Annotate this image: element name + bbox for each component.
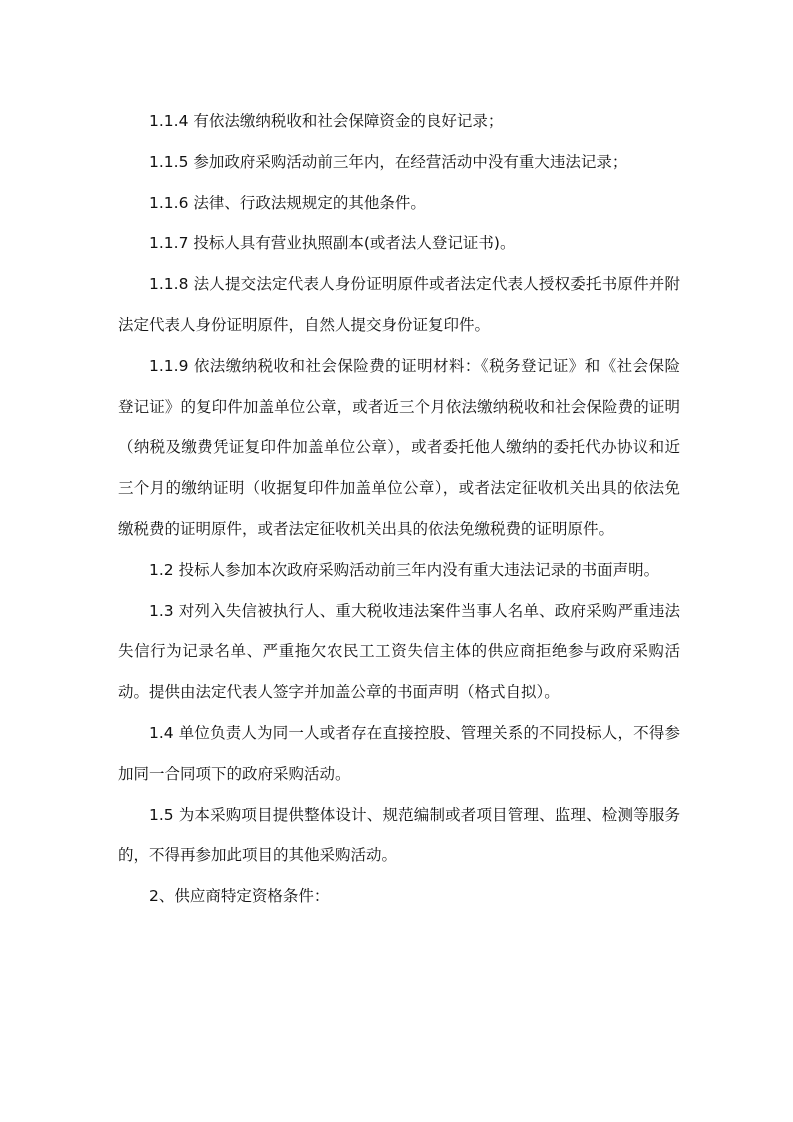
paragraph-2-heading: 2、供应商特定资格条件： (149, 887, 330, 906)
paragraph-1-4: 1.4 单位负责人为同一人或者存在直接控股、管理关系的不同投标人，不得参加同一合同项下的政府采购活动。 (118, 723, 680, 783)
paragraph-1-1-7: 1.1.7 投标人具有营业执照副本(或者法人登记证书)。 (149, 234, 516, 253)
paragraph-1-5: 1.5 为本采购项目提供整体设计、规范编制或者项目管理、监理、检测等服务的，不得再参加此项目的其他采购活动。 (118, 805, 680, 865)
paragraph-1-1-5: 1.1.5 参加政府采购活动前三年内，在经营活动中没有重大违法记录； (149, 152, 628, 171)
document-body (118, 101, 680, 917)
paragraph-1-3: 1.3 对列入失信被执行人、重大税收违法案件当事人名单、政府采购严重违法失信行为记录名单、严重拖欠农民工工资失信主体的供应商拒绝参与政府采购活动。提供由法定代表人签字并加盖公章的书面声明（格式自拟）。 (118, 601, 680, 702)
paragraph-1-1-4: 1.1.4 有依法缴纳税收和社会保障资金的良好记录； (149, 112, 504, 130)
paragraph-1-1-6: 1.1.6 法律、行政法规规定的其他条件。 (149, 193, 426, 212)
paragraph-1-1-9: 1.1.9 依法缴纳税收和社会保险费的证明材料：《税务登记证》和《社会保险登记证》的复印件加盖单位公章，或者近三个月依法缴纳税收和社会保险费的证明（纳税及缴费凭证复印件加盖单位公章），或者委托他人缴纳的委托代办协议和近三个月的缴纳证明（收据复印件加盖单位公章），或者法定征收机关出具的依法免缴税费的证明原件，或者法定征收机关出具的依法免缴税费的证明原件。 (118, 356, 680, 538)
paragraph-1-1-8: 1.1.8 法人提交法定代表人身份证明原件或者法定代表人授权委托书原件并附法定代表人身份证明原件，自然人提交身份证复印件。 (118, 275, 680, 334)
paragraph-1-2: 1.2 投标人参加本次政府采购活动前三年内没有重大违法记录的书面声明。 (149, 560, 660, 579)
